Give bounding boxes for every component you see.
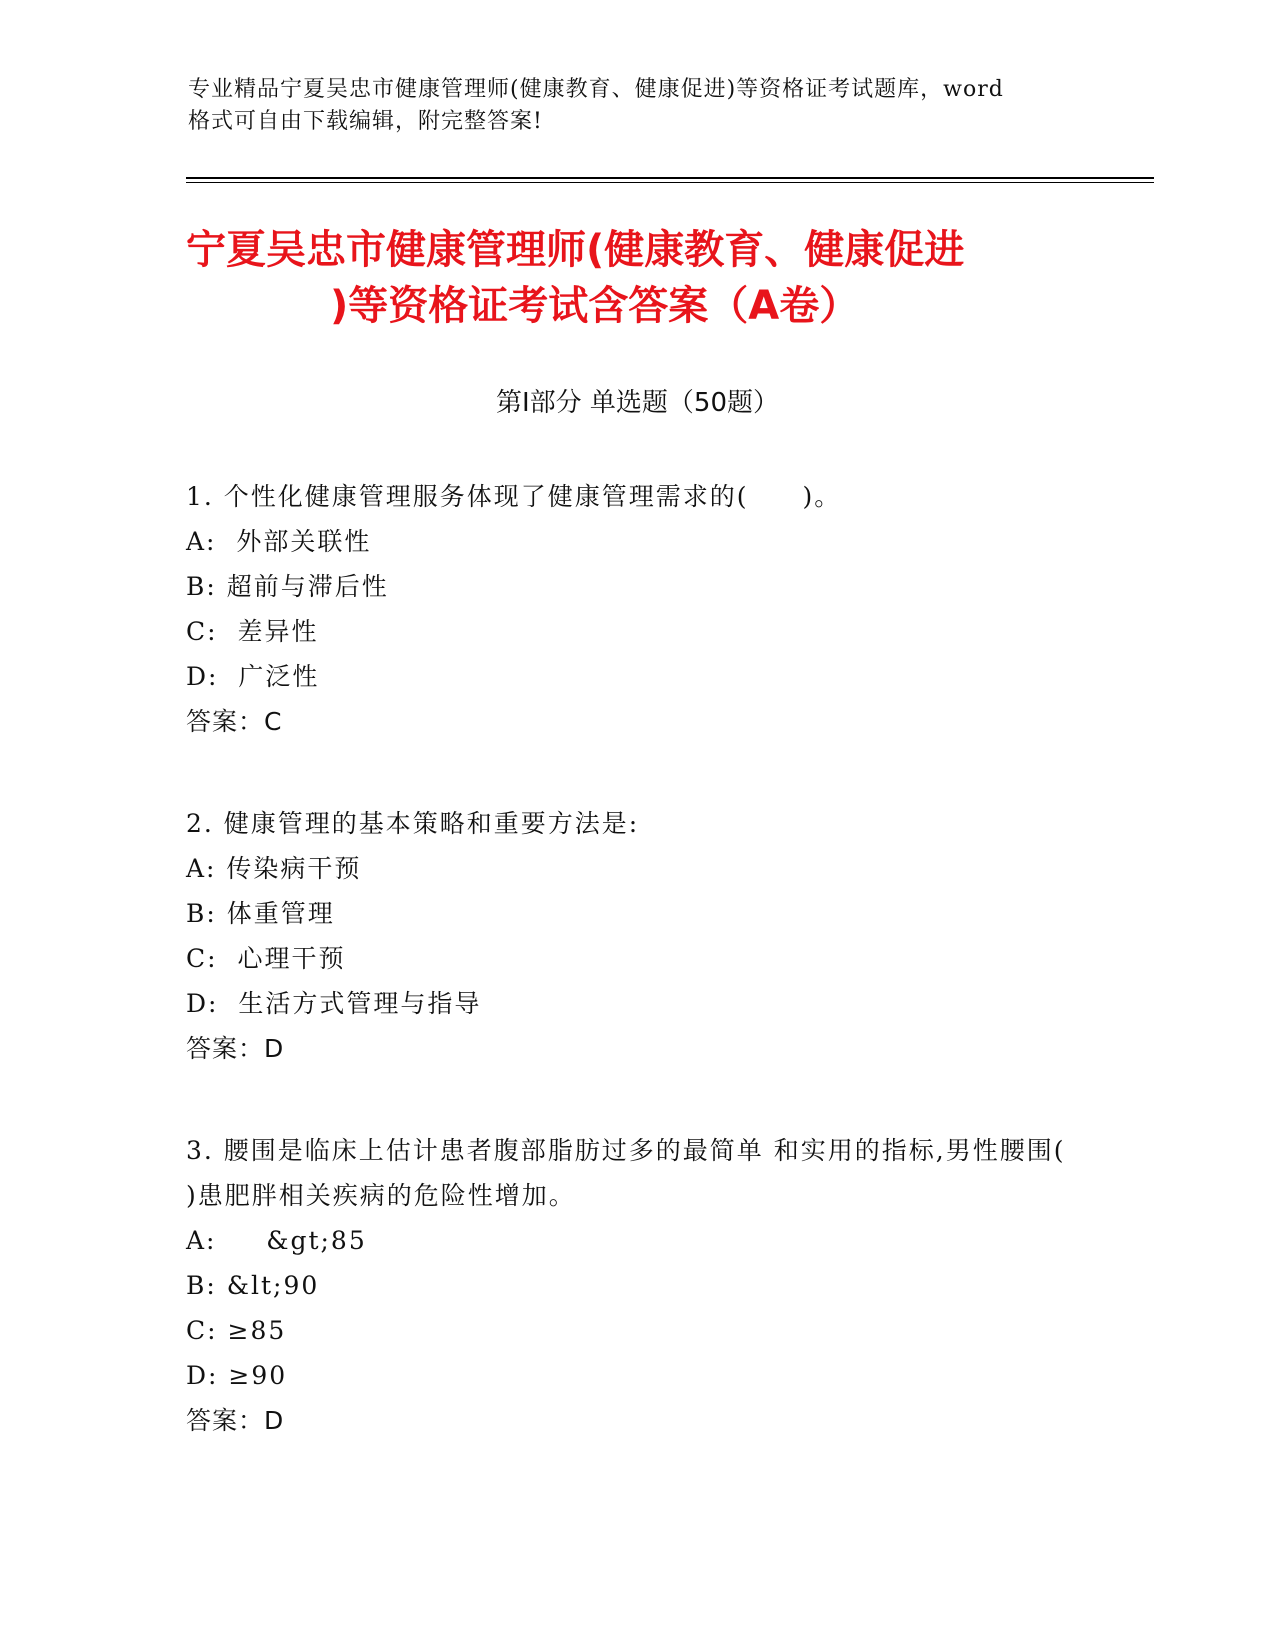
option-b: B: 体重管理	[186, 899, 335, 928]
option-a: A: 传染病干预	[186, 854, 362, 883]
option-a: A: 外部关联性	[186, 527, 372, 556]
question-stem: 2. 健康管理的基本策略和重要方法是:	[186, 809, 640, 838]
question-list	[186, 474, 1086, 1500]
question-2	[186, 801, 1086, 1071]
document-title	[186, 222, 1086, 334]
question-3	[186, 1128, 1086, 1443]
option-c: C: 差异性	[186, 617, 319, 646]
option-a: A: &gt;85	[186, 1226, 367, 1255]
header-note-line-1: 专业精品宁夏吴忠市健康管理师(健康教育、健康促进)等资格证考试题库，word	[188, 77, 1004, 102]
option-d: D: ≥90	[186, 1361, 288, 1390]
option-d: D: 生活方式管理与指导	[186, 989, 482, 1018]
answer: 答案：C	[186, 707, 283, 736]
header-divider-thick	[186, 177, 1154, 179]
header-note-line-2: 格式可自由下载编辑，附完整答案!	[188, 109, 543, 134]
option-c: C: ≥85	[186, 1316, 287, 1345]
header-note	[188, 74, 1068, 138]
answer: 答案：D	[186, 1034, 285, 1063]
section-title: 第Ⅰ部分 单选题（50题）	[495, 388, 780, 418]
question-stem: 1. 个性化健康管理服务体现了健康管理需求的( )。	[186, 482, 842, 511]
question-1	[186, 474, 1086, 744]
option-b: B: 超前与滞后性	[186, 572, 389, 601]
answer: 答案：D	[186, 1406, 285, 1435]
option-c: C: 心理干预	[186, 944, 346, 973]
document-title-line-2: )等资格证考试含答案（A卷）	[330, 283, 860, 329]
document-title-line-1: 宁夏吴忠市健康管理师(健康教育、健康促进	[186, 227, 965, 273]
header-divider-thin	[186, 182, 1154, 183]
option-b: B: &lt;90	[186, 1271, 320, 1300]
option-d: D: 广泛性	[186, 662, 320, 691]
question-stem: 3. 腰围是临床上估计患者腹部脂肪过多的最简单 和实用的指标,男性腰围( )患肥胖相关疾病的危险性增加。	[186, 1136, 1066, 1210]
